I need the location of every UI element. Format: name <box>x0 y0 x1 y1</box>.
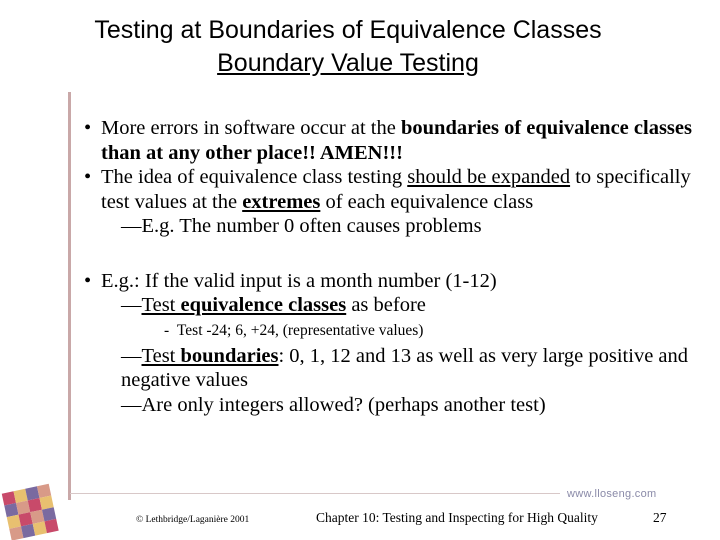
page-number: 27 <box>653 510 667 525</box>
bullet-3 <box>84 269 704 294</box>
sub1-equivalence-classes: equivalence classes <box>180 294 347 316</box>
dash-glyph: — <box>121 215 142 237</box>
dash-glyph: — <box>121 393 142 416</box>
bullet-glyph: • <box>84 166 92 188</box>
slide-body <box>84 116 704 417</box>
dash-glyph: — <box>121 344 142 367</box>
bullet-2-underlined: should be expanded <box>407 166 571 188</box>
bullet-glyph: • <box>84 117 92 139</box>
slide-title <box>0 14 696 80</box>
bullet-3-text: E.g.: If the valid input is a month number (1-12) <box>101 269 497 292</box>
title-line-1: Testing at Boundaries of Equivalence Classes <box>94 16 602 44</box>
bullet-1 <box>84 116 704 165</box>
sub2-text-a: Test <box>141 344 181 367</box>
bullet-3-sub-1 <box>121 293 704 318</box>
bullet-2-text-c: of each equivalence class <box>320 190 534 213</box>
bullet-2-sub-text: E.g. The number 0 often causes problems <box>141 215 482 237</box>
footer-divider <box>70 493 560 494</box>
bullet-2-text-a: The idea of equivalence class testing <box>101 166 408 188</box>
bullet-glyph: • <box>84 269 92 292</box>
bullet-2 <box>84 165 704 214</box>
small-dash-glyph: - <box>164 321 170 339</box>
sub1-text-a: Test <box>141 294 181 316</box>
sub2-boundaries: boundaries <box>180 344 279 367</box>
bullet-2-extremes: extremes <box>242 190 321 213</box>
bullet-3-sub-3 <box>121 393 704 418</box>
dash-glyph: — <box>121 294 142 316</box>
decorative-vertical-line <box>68 92 71 500</box>
bullet-2-sub <box>121 214 704 239</box>
copyright: © Lethbridge/Laganière 2001 <box>136 515 250 525</box>
bullet-1-text: More errors in software occur at the <box>101 117 401 139</box>
title-line-2: Boundary Value Testing <box>217 49 479 77</box>
sub2-text-b: : 0, 1, 12 and 13 as well as very large positive and negative values <box>121 344 689 391</box>
sub3-text: Are only integers allowed? (perhaps another test) <box>141 393 546 416</box>
bullet-3-subsub <box>164 321 704 341</box>
bullet-2-text-b: to specifically test values at the <box>101 166 691 213</box>
sub1-text-b: as before <box>346 294 426 316</box>
chapter-title: Chapter 10: Testing and Inspecting for High Quality <box>316 510 598 525</box>
quilt-logo-icon <box>0 482 62 540</box>
bullet-1-bold: boundaries of equivalence classes than at any other place!! AMEN!!! <box>101 117 692 164</box>
bullet-3-sub-2 <box>121 344 704 393</box>
brand-url: www.lloseng.com <box>567 488 657 500</box>
subsub-text: Test -24; 6, +24, (representative values) <box>176 321 424 339</box>
